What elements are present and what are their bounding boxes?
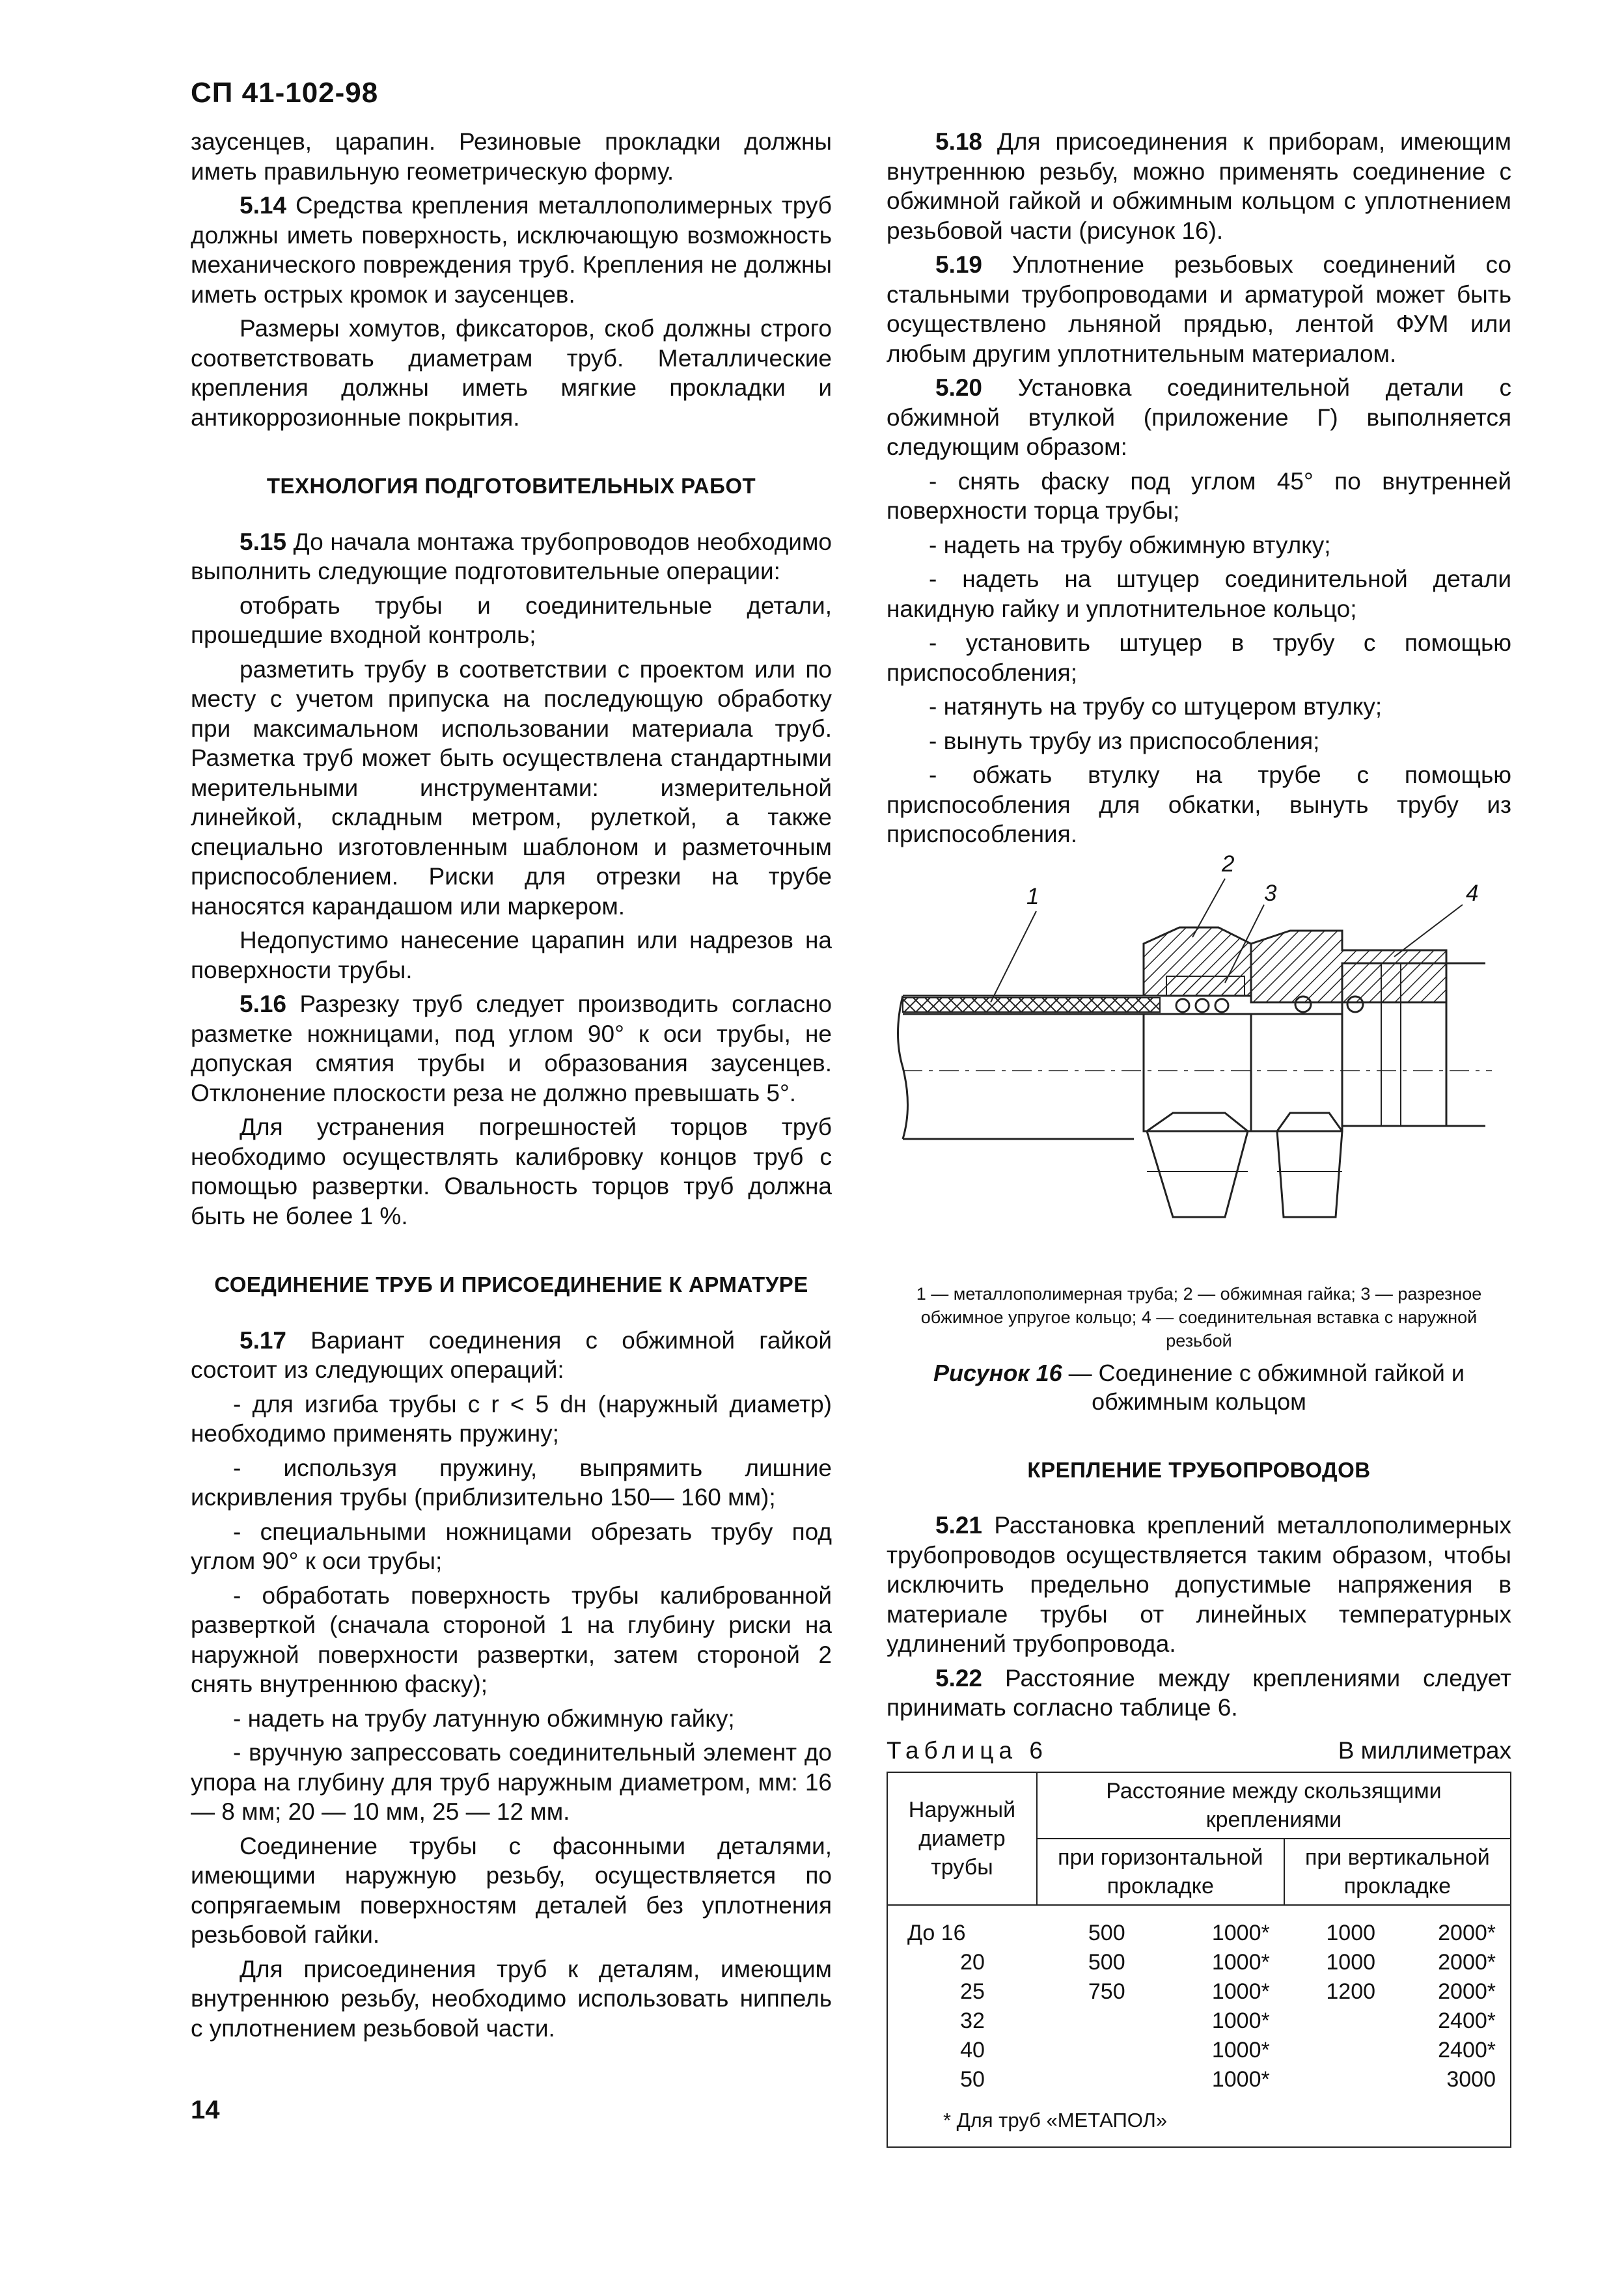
table-row: [887, 1977, 1511, 2007]
paragraph: заусенцев, царапин. Резиновые прокладки должны иметь правильную геометрическую форму.: [191, 128, 832, 185]
paragraph-5-20: 5.20 Установка соединительной детали с обжимной втулкой (приложение Г) выполняется следующим образом:: [887, 374, 1511, 460]
table-cell: 2000*: [1438, 1950, 1496, 1975]
table-cell: До 16: [907, 1921, 966, 1945]
figure-legend: 1 — металлополимерная труба; 2 — обжимная гайка; 3 — разрезное обжимное упругое кольцо; 4 — соединительная вставка с наружной резьбой: [916, 1283, 1482, 1350]
list-item: - снять фаску под углом 45° по внутренней поверхности торца трубы;: [887, 467, 1511, 524]
table-cell: [1037, 2007, 1140, 2036]
table-cell: 50: [960, 2067, 985, 2092]
paragraph-5-18: 5.18 Для присоединения к приборам, имеющим внутреннюю резьбу, можно применять соединение с обжимной гайкой и обжимным кольцом с уплотнением резьбовой части (рисунок 16).: [887, 128, 1511, 244]
table-cell: 1000*: [1211, 1921, 1270, 1945]
table-cell: 40: [960, 2038, 985, 2063]
table-cell: 1200: [1326, 1979, 1376, 2004]
table-cell: 25: [960, 1979, 985, 2004]
list-item: - обжать втулку на трубе с помощью приспособления для обкатки, вынуть трубу из приспособления.: [887, 761, 1511, 847]
table-cell: 1000*: [1211, 1950, 1270, 1975]
table-cell: 1000*: [1211, 2038, 1270, 2063]
table-cell: [1037, 2065, 1140, 2094]
table-cell: 2400*: [1438, 2038, 1496, 2063]
table-cell: [1037, 2036, 1140, 2065]
table-cell: 2000*: [1438, 1921, 1496, 1945]
list-item: - вынуть трубу из приспособления;: [929, 727, 1320, 754]
paragraph-5-19: 5.19 Уплотнение резьбовых соединений со стальными трубопроводами и арматурой может быть осуществлено льняной прядью, лентой ФУМ или любым другим уплотнительным материалом.: [887, 251, 1511, 367]
table-cell: 2400*: [1438, 2008, 1496, 2033]
table-cell: 1000: [1326, 1921, 1376, 1945]
table-units: В миллиметрах: [1338, 1736, 1511, 1764]
figure-caption: Рисунок 16 — Соединение с обжимной гайкой и обжимным кольцом: [933, 1359, 1465, 1415]
paragraph: Соединение трубы с фасонными деталями, имеющими наружную резьбу, осуществляется по сопрягаемым поверхностям деталей без уплотнения резьбовой гайки.: [191, 1832, 832, 1948]
list-item: - надеть на трубу обжимную втулку;: [929, 531, 1331, 558]
table-cell: 1000*: [1211, 2008, 1270, 2033]
header-distance: Расстояние между скользящими креплениями: [1037, 1772, 1511, 1839]
table-cell: 1000*: [1211, 1979, 1270, 2004]
paragraph-5-14: 5.14 Средства крепления металлополимерных труб должны иметь поверхность, исключающую возможность механического повреждения труб. Крепления не должны иметь острых кромок и заусенцев.: [191, 192, 832, 308]
table-cell: [1284, 2007, 1390, 2036]
page-number: 14: [191, 2096, 220, 2124]
paragraph: Для устранения погрешностей торцов труб необходимо осуществлять калибровку концов труб с помощью развертки. Овальность торцов труб должна быть не более 1 %.: [191, 1114, 832, 1229]
section-heading: ТЕХНОЛОГИЯ ПОДГОТОВИТЕЛЬНЫХ РАБОТ: [266, 474, 756, 498]
list-item: - используя пружину, выпрямить лишние искривления трубы (приблизительно 150— 160 мм);: [191, 1454, 832, 1511]
pipe-fitting-drawing: [887, 866, 1511, 1263]
list-item: - для изгиба трубы с r < 5 dн (наружный диаметр) необходимо применять пружину;: [191, 1390, 832, 1447]
paragraph-5-16: 5.16 Разрезку труб следует производить согласно разметке ножницами, под углом 90° к оси трубы, не допуская смятия трубы и образования заусенцев. Отклонение плоскости реза не должно превышать 5°.: [191, 991, 832, 1106]
table-title: Таблица 6: [887, 1736, 1048, 1764]
table-cell: 20: [960, 1950, 985, 1975]
paragraph-5-17: 5.17 Вариант соединения с обжимной гайкой состоит из следующих операций:: [191, 1326, 832, 1383]
paragraph-5-22: 5.22 Расстояние между креплениями следует принимать согласно таблице 6.: [887, 1664, 1511, 1721]
paragraph-5-15: 5.15 До начала монтажа трубопроводов необходимо выполнить следующие подготовительные операции:: [191, 528, 832, 584]
table-row: [887, 2065, 1511, 2094]
table-body: [887, 1905, 1511, 2094]
table-row: [887, 1905, 1511, 1948]
table-row: [887, 2007, 1511, 2036]
header-vertical: при вертикальной прокладке: [1284, 1839, 1511, 1905]
figure-16-drawing: [887, 851, 1511, 1263]
paragraph: отобрать трубы и соединительные детали, прошедшие входной контроль;: [191, 592, 832, 648]
table-cell: 1000: [1326, 1950, 1376, 1975]
paragraph: Размеры хомутов, фиксаторов, скоб должны строго соответствовать диаметрам труб. Металлические крепления должны иметь мягкие прокладки и антикоррозионные покрытия.: [191, 315, 832, 431]
paragraph-5-21: 5.21 Расстановка креплений металлополимерных трубопроводов осуществляется таким образом, чтобы исключить предельно допустимые напряжения в материале трубы от линейных температурных удлинений трубопровода.: [887, 1512, 1511, 1657]
figure-label-1: 1: [1026, 883, 1039, 909]
table-cell: [1284, 2065, 1390, 2094]
table-row: [887, 2036, 1511, 2065]
list-item: - вручную запрессовать соединительный элемент до упора на глубину для труб наружным диаметром, мм: 16 — 8 мм; 20 — 10 мм, 25 — 12 мм.: [191, 1739, 832, 1825]
table-cell: 2000*: [1438, 1979, 1496, 2004]
document-code: СП 41-102-98: [191, 77, 379, 109]
paragraph: Недопустимо нанесение царапин или надрезов на поверхности трубы.: [191, 927, 832, 983]
paragraph: разметить трубу в соответствии с проектом или по месту с учетом припуска на последующую обработку при максимальном использовании материала труб. Разметка труб может быть осуществлена стандартными мерительными инструментами: измерительной линейкой, складным метром, рулеткой, а также специально изготовленным шаблоном и разметочным приспособлением. Риски для отрезки на трубе наносятся карандашом или маркером.: [191, 655, 832, 920]
list-item: - надеть на штуцер соединительной детали накидную гайку и уплотнительное кольцо;: [887, 566, 1511, 622]
header-diameter: Наружный диаметр трубы: [887, 1772, 1037, 1905]
list-item: - обработать поверхность трубы калиброванной разверткой (сначала стороной 1 на глубину риски на наружной поверхности развертки, затем стороной 2 снять внутреннюю фаску);: [191, 1582, 832, 1697]
section-heading: КРЕПЛЕНИЕ ТРУБОПРОВОДОВ: [1027, 1457, 1371, 1482]
header-horizontal: при горизонтальной прокладке: [1037, 1839, 1284, 1905]
section-heading: СОЕДИНЕНИЕ ТРУБ И ПРИСОЕДИНЕНИЕ К АРМАТУРЕ: [214, 1272, 808, 1296]
table-cell: 500: [1088, 1921, 1125, 1945]
right-column: [887, 127, 1511, 2148]
table-row: [887, 1948, 1511, 1977]
table-cell: 750: [1088, 1979, 1125, 2004]
table-cell: 500: [1088, 1950, 1125, 1975]
list-item: - надеть на трубу латунную обжимную гайку;: [233, 1705, 735, 1732]
table-cell: [1284, 2036, 1390, 2065]
table-cell: 32: [960, 2008, 985, 2033]
table-cell: 1000*: [1211, 2067, 1270, 2092]
list-item: - установить штуцер в трубу с помощью приспособления;: [887, 629, 1511, 686]
paragraph: Для присоединения труб к деталям, имеющим внутреннюю резьбу, необходимо использовать ниппель с уплотнением резьбовой части.: [191, 1955, 832, 2042]
left-column: [191, 127, 832, 2048]
figure-label-2: 2: [1222, 851, 1235, 877]
spacing-table: [887, 1772, 1511, 2148]
table-cell: 3000: [1446, 2067, 1496, 2092]
figure-label-4: 4: [1466, 880, 1479, 906]
list-item: - натянуть на трубу со штуцером втулку;: [929, 693, 1383, 720]
list-item: - специальными ножницами обрезать трубу под углом 90° к оси трубы;: [191, 1518, 832, 1574]
table-note: * Для труб «МЕТАПОЛ»: [943, 2109, 1168, 2131]
figure-label-3: 3: [1264, 880, 1277, 906]
table-header-line: [887, 1736, 1511, 1766]
